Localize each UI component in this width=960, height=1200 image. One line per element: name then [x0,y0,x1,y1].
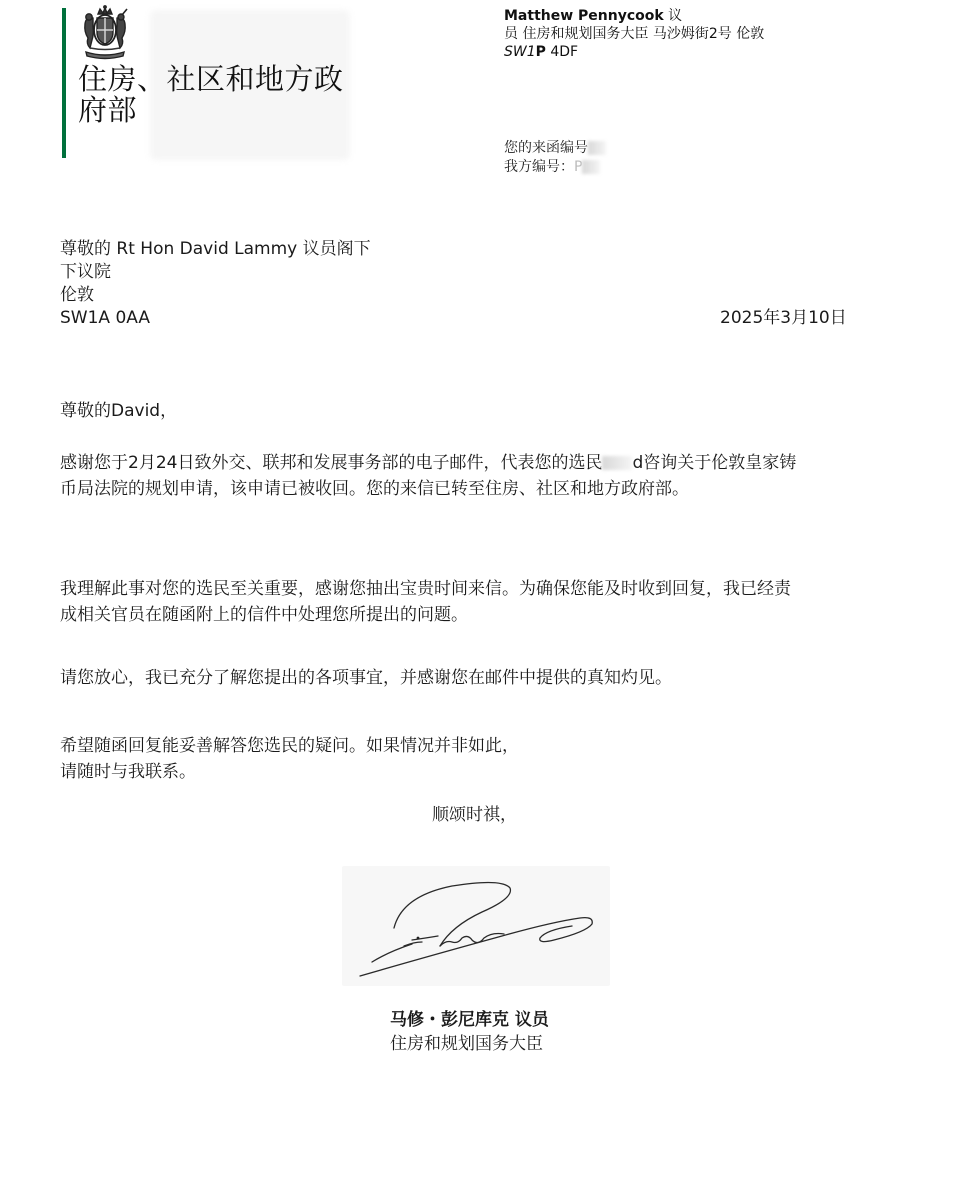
royal-coat-of-arms-icon [76,4,134,62]
recipient-address [60,238,560,330]
body-paragraph-4: 希望随函回复能妥善解答您选民的疑问。如果情况并非如此， 请随时与我联系。 [60,736,519,782]
your-reference-label: 您的来函编号 [504,140,588,156]
body-paragraph-1: 感谢您于2月24日致外交、联邦和发展事务部的电子邮件，代表您的选民 d咨询关于伦敦皇家铸 币局法院的规划申请，该申请已被收回。您的来信已转至住房、社区和地方政府部。 [60,453,797,499]
sender-line-2: 员 住房和规划国务大臣 马沙姆街2号 伦敦 [504,26,765,42]
your-reference [504,139,804,158]
signer-title: 住房和规划国务大臣 [390,1034,543,1054]
reference-numbers [504,139,804,177]
recipient-line-2: 下议院 [60,262,111,282]
salutation: 尊敬的David， [60,401,178,421]
body-paragraph-2: 我理解此事对您的选民至关重要，感谢您抽出宝贵时间来信。为确保您能及时收到回复，我已经责 成相关官员在随函附上的信件中处理您所提出的问题。 [60,579,791,625]
sender-name-suffix: 议 [663,8,683,24]
redaction-mark [588,141,606,155]
body-paragraph-3: 请您放心，我已充分了解您提出的各项事宜，并感谢您在邮件中提供的真知灼见。 [60,668,672,688]
sender-postcode: SW1P 4DF [504,44,579,60]
sender-name: Matthew Pennycook [504,8,664,24]
redaction-mark [602,456,632,470]
redaction-mark [582,160,600,174]
our-reference [504,158,804,177]
department-accent-bar [62,8,66,158]
department-name: 住房、社区和地方政府部 [78,62,344,127]
handwritten-signature-icon [342,866,610,986]
sender-address [504,7,924,61]
sender-line-1 [504,7,924,25]
signer-name: 马修・彭尼库克 议员 [390,1010,549,1030]
our-reference-fragment: P [574,159,583,175]
our-reference-label: 我方编号： [504,159,574,175]
recipient-postcode: SW1A 0AA [60,308,150,328]
recipient-line-3: 伦敦 [60,285,94,305]
closing-phrase: 顺颂时祺， [432,805,517,825]
letter-date: 2025年3月10日 [720,308,847,328]
signer-block [390,1008,690,1056]
recipient-line-1: 尊敬的 Rt Hon David Lammy 议员阁下 [60,239,371,259]
